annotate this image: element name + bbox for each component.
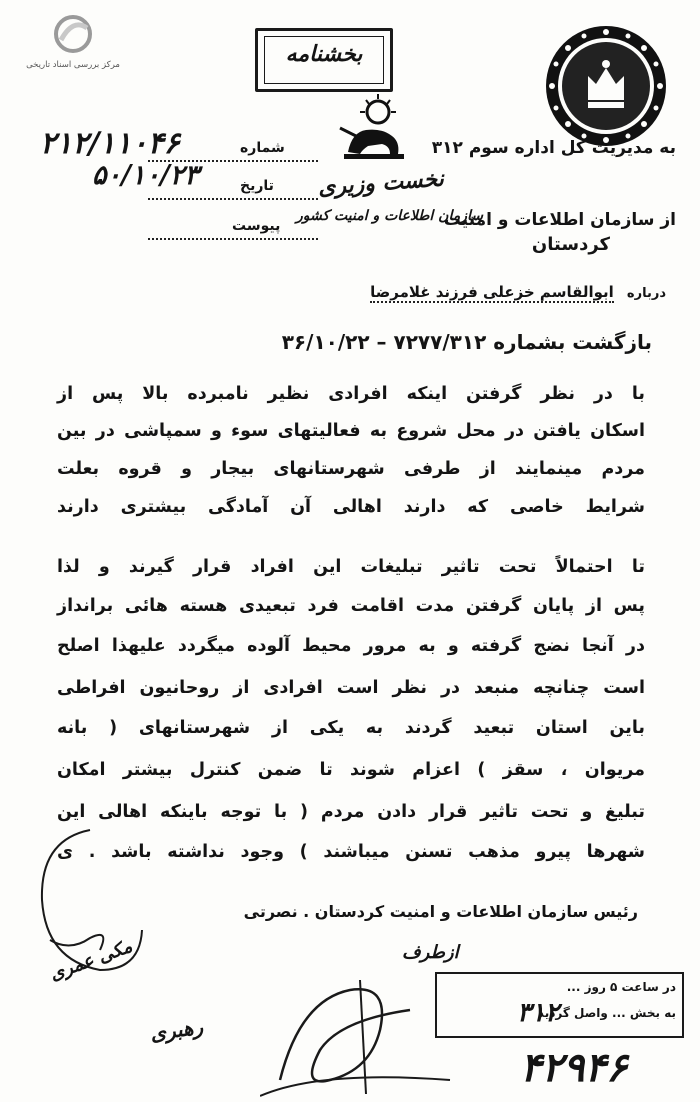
attachment-dotted-line (148, 218, 318, 240)
subject-text: ابوالقاسم خزعلی فرزند غلامرضا (370, 283, 614, 301)
body-line: اسکان یافتن در محل شروع به فعالیتهای سوء و سمپاشی در بین (57, 421, 645, 441)
body-line: باین استان تبعید گردند به یکی از شهرستانهای ( بانه (57, 718, 645, 738)
attachment-label: پیوست (232, 218, 281, 234)
subject-label: درباره (626, 286, 666, 301)
lion-and-sun-emblem-icon (338, 92, 412, 162)
royal-seal-icon (544, 24, 668, 148)
receipt-stamp-box (435, 972, 684, 1038)
body-line: شرایط خاصی که دارند اهالی آن آمادگی بیشتری دارند (57, 497, 645, 517)
date-value: ۵۰/۱۰/۲۳ (92, 160, 199, 191)
date-label: تاریخ (240, 178, 274, 194)
province-name: کردستان (531, 234, 610, 255)
subject-line (196, 282, 666, 308)
receipt-stamp-number: ۳۱۲ (517, 998, 559, 1028)
circular-stamp-box (255, 28, 393, 92)
bottom-handwritten-number: ۴۲۹۴۶ (520, 1044, 628, 1091)
body-line: در آنجا نضج گرفته و به مرور محیط آلوده میگردد علیهذا اصلح (57, 636, 645, 656)
addressee-line: به مدیریت کل اداره سوم ۳۱۲ (431, 138, 676, 158)
body-line: شهرها پیرو مذهب تسنن میباشند ) وجود نداشته باشد . ی (57, 842, 645, 862)
watermark-emblem-icon (51, 14, 95, 54)
org-handwritten-title: نخست وزیری (317, 165, 445, 201)
from-org-suffix: سازمان اطلاعات و امنیت کشور (296, 208, 483, 224)
left-handwritten-note: مکی عمری (47, 935, 136, 986)
signature-line: رئیس سازمان اطلاعات و امنیت کردستان . نصرتی (243, 902, 638, 921)
mid-handwritten-note: ازطرف (402, 942, 459, 963)
watermark-logo (18, 14, 128, 70)
stamp-text: بخشنامه (285, 41, 363, 67)
from-org-line: از سازمان اطلاعات و امنیت (443, 210, 676, 230)
receipt-stamp-line1: در ساعت ۵ روز ... (566, 980, 676, 994)
body-line: با در نظر گرفتن اینکه افرادی نظیر نامبرده بالا پس از (57, 384, 645, 404)
body-line: مریوان ، سقز ) اعزام شوند تا ضمن کنترل بیشتر امکان (57, 760, 645, 780)
body-line: تبلیغ و تحت تاثیر قرار دادن مردم ( با توجه باینکه اهالی این (57, 802, 645, 822)
number-label: شماره (240, 140, 285, 156)
bottom-handwritten-note: رهبری (148, 1014, 205, 1046)
body-line: مردم مینمایند از طرفی شهرستانهای بیجار و قروه بعلت (57, 459, 645, 479)
body-line: است چنانچه منبعد در نظر است افرادی از روحانیون افراطی (57, 678, 645, 698)
receipt-stamp-line2: به بخش ... واصل گردید (537, 1006, 676, 1020)
number-value: ۲۱۲/۱۱۰۴۶ (40, 126, 180, 161)
body-line: پس از پایان گرفتن مدت اقامت فرد تبعیدی هسته هائی برانداز (57, 596, 645, 616)
signature-scribble (260, 960, 460, 1100)
reference-line: بازگشت بشماره ۷۲۷۷/۳۱۲ – ۳۶/۱۰/۲۲ (281, 330, 652, 354)
watermark-text: مرکز بررسی اسناد تاریخی (26, 60, 120, 70)
body-line: تا احتمالاً تحت تاثیر تبلیغات این افراد قرار گیرند و لذا (57, 557, 645, 577)
